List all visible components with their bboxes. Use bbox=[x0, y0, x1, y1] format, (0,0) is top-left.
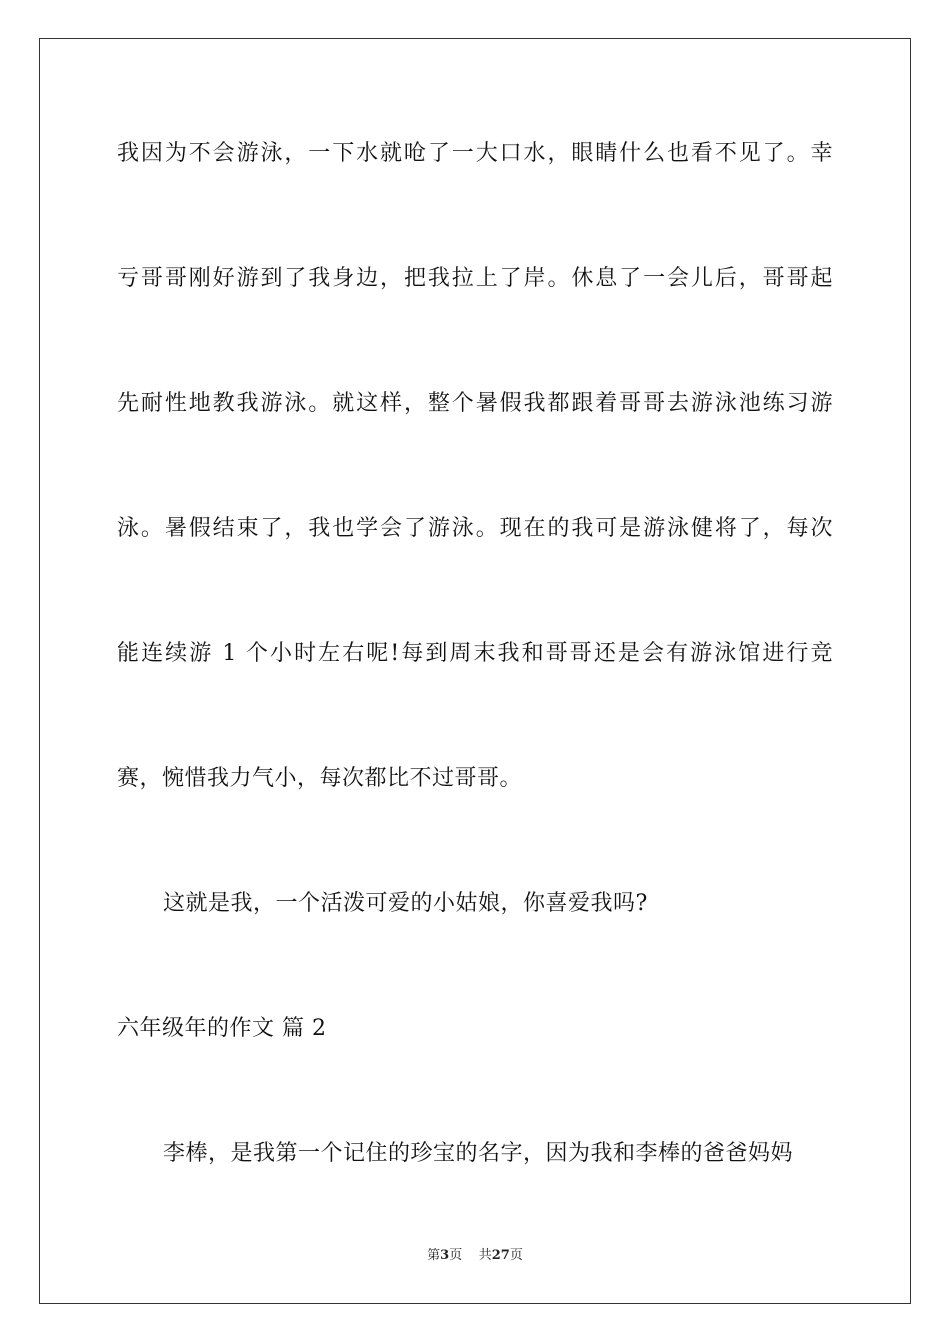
page-footer bbox=[0, 1248, 950, 1264]
footer-total-pages: 27 bbox=[491, 1248, 510, 1263]
closing-paragraph: 这就是我，一个活泼可爱的小姑娘，你喜爱我吗? bbox=[163, 891, 648, 916]
body-line-5: 能连续游 1 个小时左右呢!每到周末我和哥哥还是会有游泳馆进行竞 bbox=[117, 641, 833, 666]
next-paragraph-start: 李棒，是我第一个记住的珍宝的名字，因为我和李棒的爸爸妈妈 bbox=[163, 1141, 794, 1166]
footer-page-number: 3 bbox=[440, 1248, 450, 1263]
body-line-2: 亏哥哥刚好游到了我身边，把我拉上了岸。休息了一会儿后，哥哥起 bbox=[117, 266, 833, 291]
body-line-3: 先耐性地教我游泳。就这样，整个暑假我都跟着哥哥去游泳池练习游 bbox=[117, 391, 833, 416]
body-line-4: 泳。暑假结束了，我也学会了游泳。现在的我可是游泳健将了，每次 bbox=[117, 516, 833, 541]
section-heading: 六年级年的作文 篇 2 bbox=[117, 1016, 327, 1041]
footer-total-prefix: 共 bbox=[478, 1248, 492, 1263]
footer-page-prefix: 第 bbox=[427, 1248, 441, 1263]
body-line-6: 赛，惋惜我力气小，每次都比不过哥哥。 bbox=[117, 766, 523, 791]
footer-total-suffix: 页 bbox=[509, 1248, 523, 1263]
footer-page-suffix: 页 bbox=[449, 1248, 463, 1263]
page-border bbox=[39, 38, 911, 1304]
body-line-1: 我因为不会游泳，一下水就呛了一大口水，眼睛什么也看不见了。幸 bbox=[117, 141, 833, 166]
